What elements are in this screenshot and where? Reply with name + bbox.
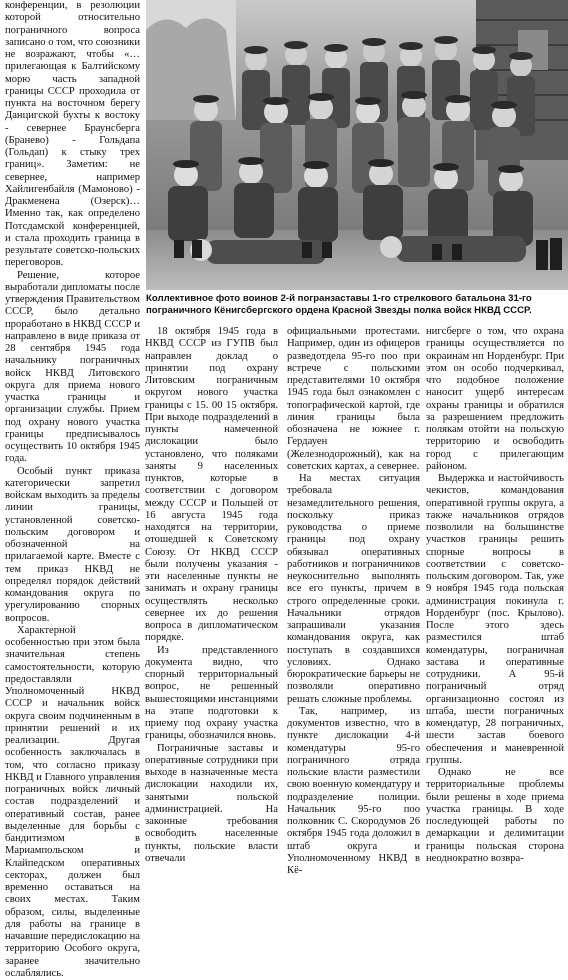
- text-column-1: [5, 0, 140, 979]
- paragraph: Решение, которое выработали дипломаты после утверждения Правительством СССР, было детально проработано в НКВД СССР и направлено в виде приказа от 28 сентября 1945 года начальнику пограничных войск НКВД Литовского округа для приема нового участка границы и организации службы. Прием под охрану нового участка границы предписывалось осуществить 10 октября 1945 года.: [5, 269, 140, 465]
- paragraph: Выдержка и настойчивость чекистов, командования оперативной группы округа, а также начальников отрядов позволили на большинстве участков границы решить спорные вопросы в соответствии с советско-польским договором. Так, уже 9 ноября 1945 года польская администрация покинула г. Норденбург (пос. Крылово). После этого здесь разместился штаб комендатуры, пограничная застава и оперативные сотрудники. А 95-й пограничный отряд организационно состоял из штаба, шести пограничных комендатур, 28 пограничных, шести застав боевого обеспечения и маневренной группы.: [426, 473, 564, 766]
- paragraph: конференции, в резолюции которой относительно пограничного вопроса записано о том, что союзники не возражают, чтобы «… прилегающая к Балтийскому морю часть западной границы СССР проходила от пункта на восточном берегу Данцигской бухты к востоку - севернее Браунсберга (Бранево) - Гольдапа (Гольдап) к стыку трех границ». Заметим: не севернее, например Хайлигенбайля (Мамоново) - Дракменена (Озерск)… Именно так, как определено Потсдамской конференцией, и стала проходить граница в результате советско-польских переговоров.: [5, 0, 140, 269]
- text-column-2: [145, 326, 279, 864]
- paragraph: нигсберге о том, что охрана границы осуществляется по окраинам нп Норденбург. При этом он особо подчеркивал, что подобное положение наносит ущерб интересам охраны границы и обратился за разрешением предложить полякам отойти на польскую территорию и освободить город с прилегающим районом.: [426, 326, 564, 472]
- paragraph: На местах ситуация требовала незамедлительного решения, поскольку приказ руководства о приеме границы под охрану обязывал оперативных работников и пограничников неукоснительно выполнять все его пункты, причем в строго определенные сроки. Начальники отрядов запрашивали указания командования округа, как поступать в создавшихся условиях. Однако бюрократические барьеры не позволяли оперативно решать сложные проблемы.: [287, 473, 420, 705]
- group-photo: [146, 0, 568, 290]
- paragraph: Однако не все территориальные проблемы были решены в ходе приема участка границы. В ходе последующей работы по демаркации и делимитации границы польская сторона неоднократно возвра-: [426, 767, 564, 864]
- paragraph: Пограничные заставы и оперативные сотрудники при выходе в назначенные места дислокации находили их, занятыми польской администрацией. На законные требования освободить населенные пункты, польские власти отвечали: [145, 742, 278, 864]
- paragraph: официальными протестами. Например, один из офицеров разведотдела 95-го поо при встрече с польскими представителями 10 октября 1945 года был ознакомлен с топографической картой, где линия границы была обозначена не южнее г. Гердауен (Железнодорожный), как на советских картах, а севернее.: [287, 326, 420, 472]
- text-column-3: [287, 326, 420, 876]
- paragraph: 18 октября 1945 года в НКВД СССР из ГУПВ был направлен доклад о принятии под охрану Литовским пограничным округом нового участка границы с 15. 00 15 октября. При выходе подразделений в пункты намеченной дислокации было установлено, что поляками заняты 9 населенных пунктов, которые в соответствии с договором между СССР и Польшей от 16 августа 1945 года находятся на территории, отошедшей к Советскому Союзу. От НКВД СССР были получены указания - эти населенные пункты не занимать и охрану границы осуществлять несколько севернее их до решения вопроса в дипломатическом порядке.: [145, 326, 278, 644]
- paragraph: Из представленного документа видно, что спорный территориальный вопрос, не решенный вышестоящими инстанциями на этапе подготовки к приему под охрану участка границы, обозначился вновь.: [145, 644, 279, 742]
- photo-caption: Коллективное фото воинов 2-й погранзаставы 1-го стрелкового батальона 31-го пограничного Кёнигсбергского ордена Красной Звезды полка войск НКВД СССР.: [146, 293, 532, 316]
- paragraph: Так, например, из документов известно, что в пункте дислокации 4-й комендатуры 95-го пограничного отряда польские власти разместили свою военную комендатуру и подразделение полиции. Начальник 95-го поо полковник С. Скородумов 26 октября 1945 года доложил в штаб округа и Уполномоченному НКВД в Кё-: [287, 705, 420, 876]
- text-column-4: [426, 326, 564, 864]
- paragraph: Особый пункт приказа категорически запретил войскам выходить за пределы линии границы, установленной советско-польским договором и обозначенной на прилагаемой карте. Вместе с тем приказ НКВД не определял порядок действий командования округа по урегулированию спорных вопросов.: [5, 465, 140, 624]
- paragraph: Характерной особенностью при этом была значительная степень самостоятельности, которую предоставляли Уполномоченный НКВД СССР и начальник войск округа своим подчиненным в принятии решений и их реализации. Другая особенность заключалась в том, что согласно приказу НКВД и Главного управления пограничных войск личный состав подразделений и оперативный состав, ранее выделенные для борьбы с бандитизмом в Мариампольском и Клайпедском оперативных секторах, должен был временно оставаться на своих местах. Таким образом, силы, выделенные для работы на границе в начавшие передислокацию на территорию Особого округа, заранее значительно ослаблялись.: [5, 624, 140, 979]
